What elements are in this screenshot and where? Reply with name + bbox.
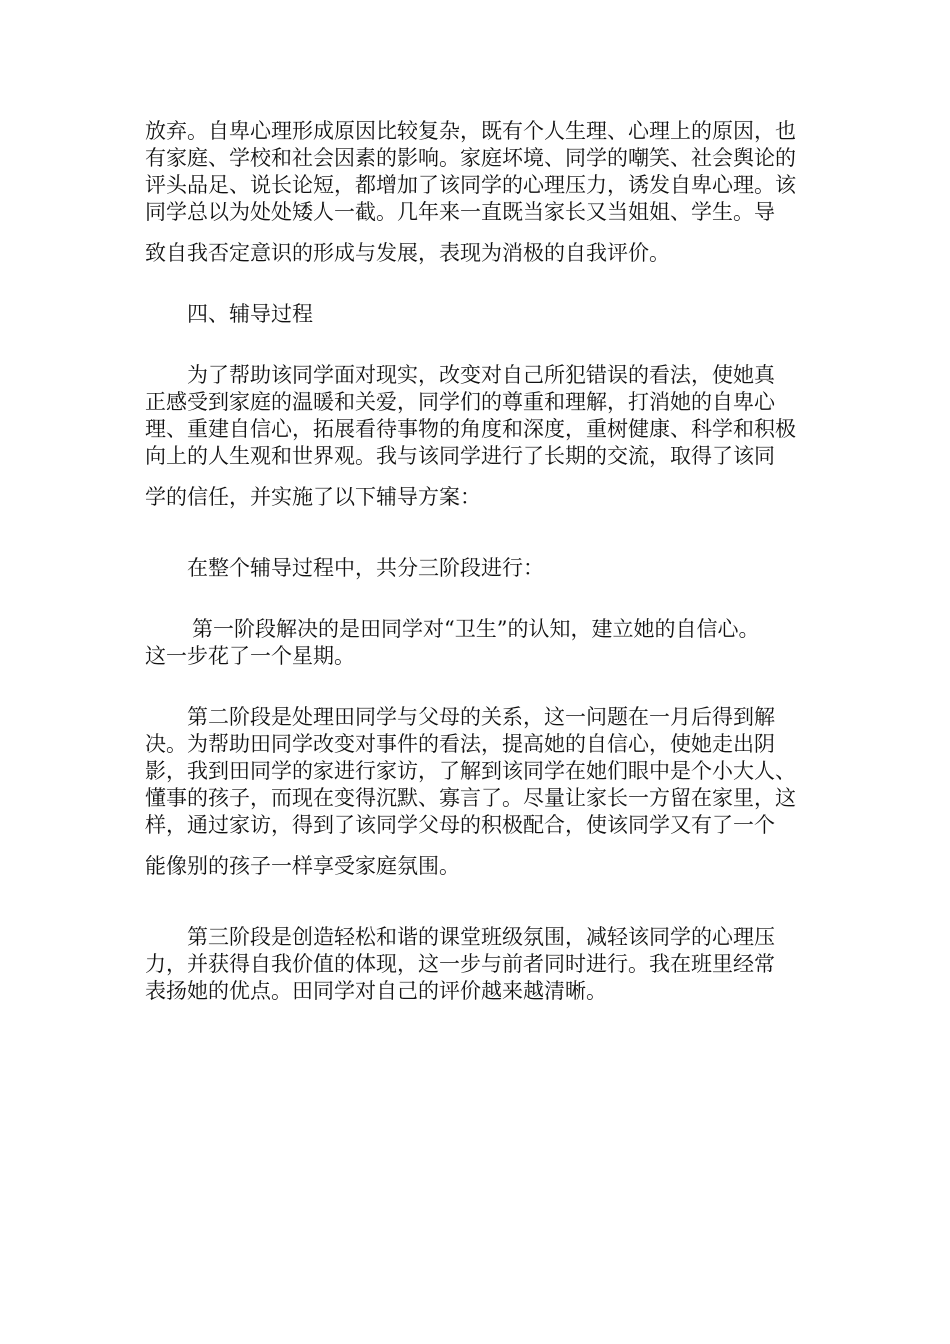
text-line: 向上的人生观和世界观。我与该同学进行了长期的交流，取得了该同: [145, 444, 775, 468]
text-line: 第三阶段是创造轻松和谐的课堂班级氛围，减轻该同学的心理压: [187, 925, 775, 949]
paragraph-stage-two: [145, 704, 810, 880]
text-line: 懂事的孩子，而现在变得沉默、寡言了。尽量让家长一方留在家里，这: [145, 786, 796, 810]
text-line: 第一阶段解决的是田同学对“卫生”的认知，建立她的自信心。: [192, 617, 760, 641]
text-line: 影，我到田同学的家进行家访，了解到该同学在她们眼中是个小大人、: [145, 759, 796, 783]
text-line: 放弃。自卑心理形成原因比较复杂，既有个人生理、心理上的原因，也: [145, 119, 796, 143]
text-line: 致自我否定意识的形成与发展，表现为消极的自我评价。: [145, 241, 670, 265]
text-line: 这一步花了一个星期。: [145, 644, 355, 668]
paragraph-self-esteem-causes: [145, 118, 810, 267]
paragraph-counseling-goal: [145, 362, 810, 511]
text-line: 为了帮助该同学面对现实，改变对自己所犯错误的看法，使她真: [187, 363, 775, 387]
text-line: 力，并获得自我价值的体现，这一步与前者同时进行。我在班里经常: [145, 952, 775, 976]
section-heading-counseling-process: 四、辅导过程: [187, 302, 313, 326]
text-line: 学的信任，并实施了以下辅导方案：: [145, 485, 481, 509]
text-line: 理、重建自信心，拓展看待事物的角度和深度，重树健康、科学和积极: [145, 417, 796, 441]
text-line: 表扬她的优点。田同学对自己的评价越来越清晰。: [145, 979, 607, 1003]
text-line: 评头品足、说长论短，都增加了该同学的心理压力，诱发自卑心理。该: [145, 173, 796, 197]
paragraph-stage-one: [145, 616, 810, 670]
text-line: 能像别的孩子一样享受家庭氛围。: [145, 854, 460, 878]
text-line: 决。为帮助田同学改变对事件的看法，提高她的自信心，使她走出阴: [145, 732, 775, 756]
paragraph-three-stages: 在整个辅导过程中，共分三阶段进行：: [187, 556, 544, 580]
text-line: 正感受到家庭的温暖和关爱，同学们的尊重和理解，打消她的自卑心: [145, 390, 775, 414]
text-line: 有家庭、学校和社会因素的影响。家庭坏境、同学的嘲笑、社会舆论的: [145, 146, 796, 170]
text-line: 样，通过家访，得到了该同学父母的积极配合，使该同学又有了一个: [145, 813, 775, 837]
text-line: 同学总以为处处矮人一截。几年来一直既当家长又当姐姐、学生。导: [145, 200, 775, 224]
document-body: [145, 118, 810, 1005]
paragraph-stage-three: [145, 924, 810, 1005]
text-line: 第二阶段是处理田同学与父母的关系，这一问题在一月后得到解: [187, 705, 775, 729]
